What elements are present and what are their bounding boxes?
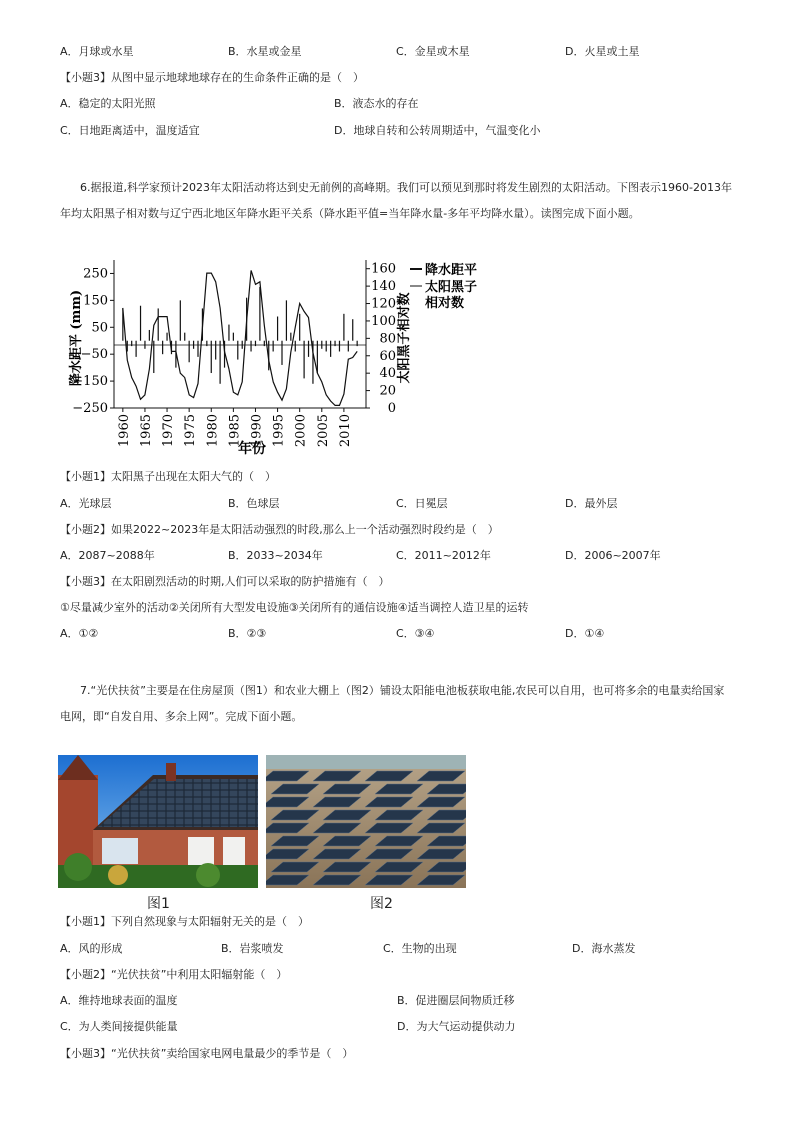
right-tick-label: 160 (371, 261, 396, 277)
right-tick-label: 120 (371, 296, 396, 312)
right-tick-label: 60 (379, 348, 396, 364)
precip-bar-1969 (162, 341, 163, 354)
right-axis-title: 太阳黑子相对数 (397, 292, 412, 384)
q5-sub3-option-a: A．稳定的太阳光照 (60, 97, 156, 110)
precip-bar-2001 (304, 341, 305, 379)
q7-sub2-option-b: B．促进圈层间物质迁移 (397, 994, 515, 1007)
precip-bar-1974 (184, 333, 185, 341)
q7-stem: 7.“光伏扶贫”主要是在住房屋顶（图1）和农业大棚上（图2）铺设太阳能电池板获取电能,农民可以自用，也可将多余的电量卖给国家电网，即“自发自用、多余上网”。完成下面小题。 (60, 684, 725, 723)
q5-option-a: A．月球或水星 (60, 45, 134, 58)
figure-2-caption: 图2 (370, 896, 393, 912)
precip-bar-1975 (189, 341, 190, 363)
q6-sub3-option-d: D．①④ (565, 627, 605, 640)
precip-bar-1982 (220, 341, 221, 384)
left-tick-label: 150 (83, 293, 108, 309)
q6-sub1-stem: 【小题1】太阳黑子出现在太阳大气的（ ） (60, 470, 276, 483)
q7-sub1-option-c: C．生物的出现 (383, 942, 457, 955)
x-tick-label: 2000 (293, 414, 309, 448)
x-tick-label: 1990 (249, 414, 265, 448)
rooftop-solar-house-photo (58, 755, 258, 888)
precip-bar-2002 (308, 341, 309, 357)
precip-bar-1995 (277, 317, 278, 341)
precip-bar-1967 (153, 341, 154, 373)
q6-sub1-option-d: D．最外层 (565, 497, 618, 510)
q6-stem: 6.据报道,科学家预计2023年太阳活动将达到史无前例的高峰期。我们可以预见到那时将发生剧烈的太阳活动。下图表示1960-2013年年均太阳黑子相对数与辽宁西北地区年降水距平关系（降水距平值=当年降水量-多年平均降水量）。读图完成下面小题。 (60, 181, 732, 220)
precip-bar-2000 (299, 314, 300, 341)
precip-bar-1973 (180, 300, 181, 340)
x-tick-label: 1960 (116, 414, 132, 448)
x-tick-label: 1975 (183, 414, 199, 448)
q6-sub3-stem: 【小题3】在太阳剧烈活动的时期,人们可以采取的防护措施有（ ） (60, 575, 390, 588)
right-tick-label: 0 (387, 401, 396, 416)
q6-sub3-option-b: B．②③ (228, 627, 267, 640)
q5-option-d: D．火星或土星 (565, 45, 640, 58)
precipitation-bars (122, 287, 358, 384)
x-tick-label: 1965 (138, 414, 154, 448)
left-tick-label: −250 (72, 401, 108, 416)
greenhouse-solar-photo (266, 755, 466, 888)
q6-sub1-option-b: B．色球层 (228, 497, 280, 510)
precip-bar-2011 (348, 341, 349, 352)
x-tick-labels (117, 408, 353, 447)
x-tick-label: 1970 (161, 414, 177, 448)
q7-sub2-stem: 【小题2】“光伏扶贫”中利用太阳辐射能（ ） (60, 968, 288, 981)
q5-sub3-stem: 【小题3】从图中显示地球地球存在的生命条件正确的是（ ） (60, 71, 364, 84)
precip-bar-1966 (149, 330, 150, 341)
q6-sub2-option-d: D．2006~2007年 (565, 549, 661, 562)
q6-sub3-statements: ①尽量减少室外的活动②关闭所有大型发电设施③关闭所有的通信设施④适当调控人造卫星的运转 (60, 601, 529, 614)
precip-bar-1980 (211, 341, 212, 373)
q6-sub2-stem: 【小题2】如果2022~2023年是太阳活动强烈的时段,那么上一个活动强烈时段约是（ ） (60, 523, 499, 536)
legend-sunspot: 太阳黑子 (425, 280, 478, 295)
left-tick-label: 250 (83, 266, 108, 282)
precip-bar-1970 (166, 333, 167, 341)
q7-sub1-option-a: A．风的形成 (60, 942, 123, 955)
q7-sub1-stem: 【小题1】下列自然现象与太阳辐射无关的是（ ） (60, 915, 309, 928)
q7-sub2-option-a: A．维持地球表面的温度 (60, 994, 178, 1007)
right-tick-label: 20 (379, 383, 396, 399)
q7-sub1-option-b: B．岩浆喷发 (221, 942, 284, 955)
right-tick-label: 40 (379, 366, 396, 382)
left-axis-title: 降水距平 (mm) (69, 289, 84, 387)
figure-1-caption: 图1 (147, 896, 170, 912)
q7-sub3-stem: 【小题3】“光伏扶贫”卖给国家电网电量最少的季节是（ ） (60, 1047, 354, 1060)
q7-sub2-option-d: D．为大气运动提供动力 (397, 1020, 516, 1033)
right-tick-labels (366, 262, 396, 416)
precip-bar-1997 (286, 300, 287, 340)
precip-bar-2010 (343, 314, 344, 341)
precip-bar-1984 (228, 325, 229, 341)
q6-sub2-option-a: A．2087~2088年 (60, 549, 155, 562)
q6-sub2-option-b: B．2033~2034年 (228, 549, 323, 562)
x-axis-title: 年份 (238, 441, 266, 457)
precip-bar-2009 (339, 341, 340, 352)
precip-bar-2006 (326, 341, 327, 352)
x-tick-label: 1985 (227, 414, 243, 448)
x-tick-label: 2010 (337, 414, 353, 448)
q5-option-b: B．水星或金星 (228, 45, 302, 58)
x-tick-label: 1995 (271, 414, 287, 448)
right-tick-label: 80 (379, 331, 396, 347)
precip-bar-1968 (158, 308, 159, 340)
precip-bar-1998 (290, 333, 291, 341)
q5-option-c: C．金星或木星 (396, 45, 470, 58)
q6-sub2-option-c: C．2011~2012年 (396, 549, 491, 562)
right-tick-label: 100 (371, 313, 396, 329)
left-tick-label: −50 (80, 347, 108, 363)
x-tick-label: 1980 (205, 414, 221, 448)
precip-bar-1985 (233, 333, 234, 341)
x-tick-label: 2005 (315, 414, 331, 448)
q6-sub3-option-c: C．③④ (396, 627, 435, 640)
q5-sub3-option-d: D．地球自转和公转周期适中，气温变化小 (334, 124, 541, 137)
legend-relative-number: 相对数 (425, 296, 465, 311)
precip-bar-1999 (295, 341, 296, 352)
sunspot-precipitation-chart (60, 250, 480, 460)
precip-bar-1991 (259, 287, 260, 341)
q6-sub1-option-c: C．日冕层 (396, 497, 448, 510)
q7-sub2-option-c: C．为人类间接提供能量 (60, 1020, 178, 1033)
precip-bar-1994 (273, 341, 274, 352)
q6-sub1-option-a: A．光球层 (60, 497, 112, 510)
q7-sub1-option-d: D．海水蒸发 (572, 942, 636, 955)
left-tick-label: 50 (91, 320, 108, 336)
precip-bar-1977 (197, 341, 198, 357)
right-tick-label: 140 (371, 279, 396, 295)
precip-bar-2004 (317, 341, 318, 373)
precip-bar-1996 (281, 341, 282, 365)
q6-sub3-option-a: A．①② (60, 627, 99, 640)
q5-sub3-option-c: C．日地距离适中，温度适宜 (60, 124, 200, 137)
left-tick-label: −150 (72, 374, 108, 390)
legend-precipitation: 降水距平 (425, 263, 478, 278)
precip-bar-1963 (136, 341, 137, 357)
precip-bar-1964 (140, 306, 141, 341)
precip-bar-1989 (250, 341, 251, 352)
precip-bar-1986 (237, 341, 238, 360)
precip-bar-2007 (330, 341, 331, 357)
precip-bar-1981 (215, 341, 216, 360)
q5-sub3-option-b: B．液态水的存在 (334, 97, 419, 110)
precip-bar-2012 (352, 319, 353, 341)
